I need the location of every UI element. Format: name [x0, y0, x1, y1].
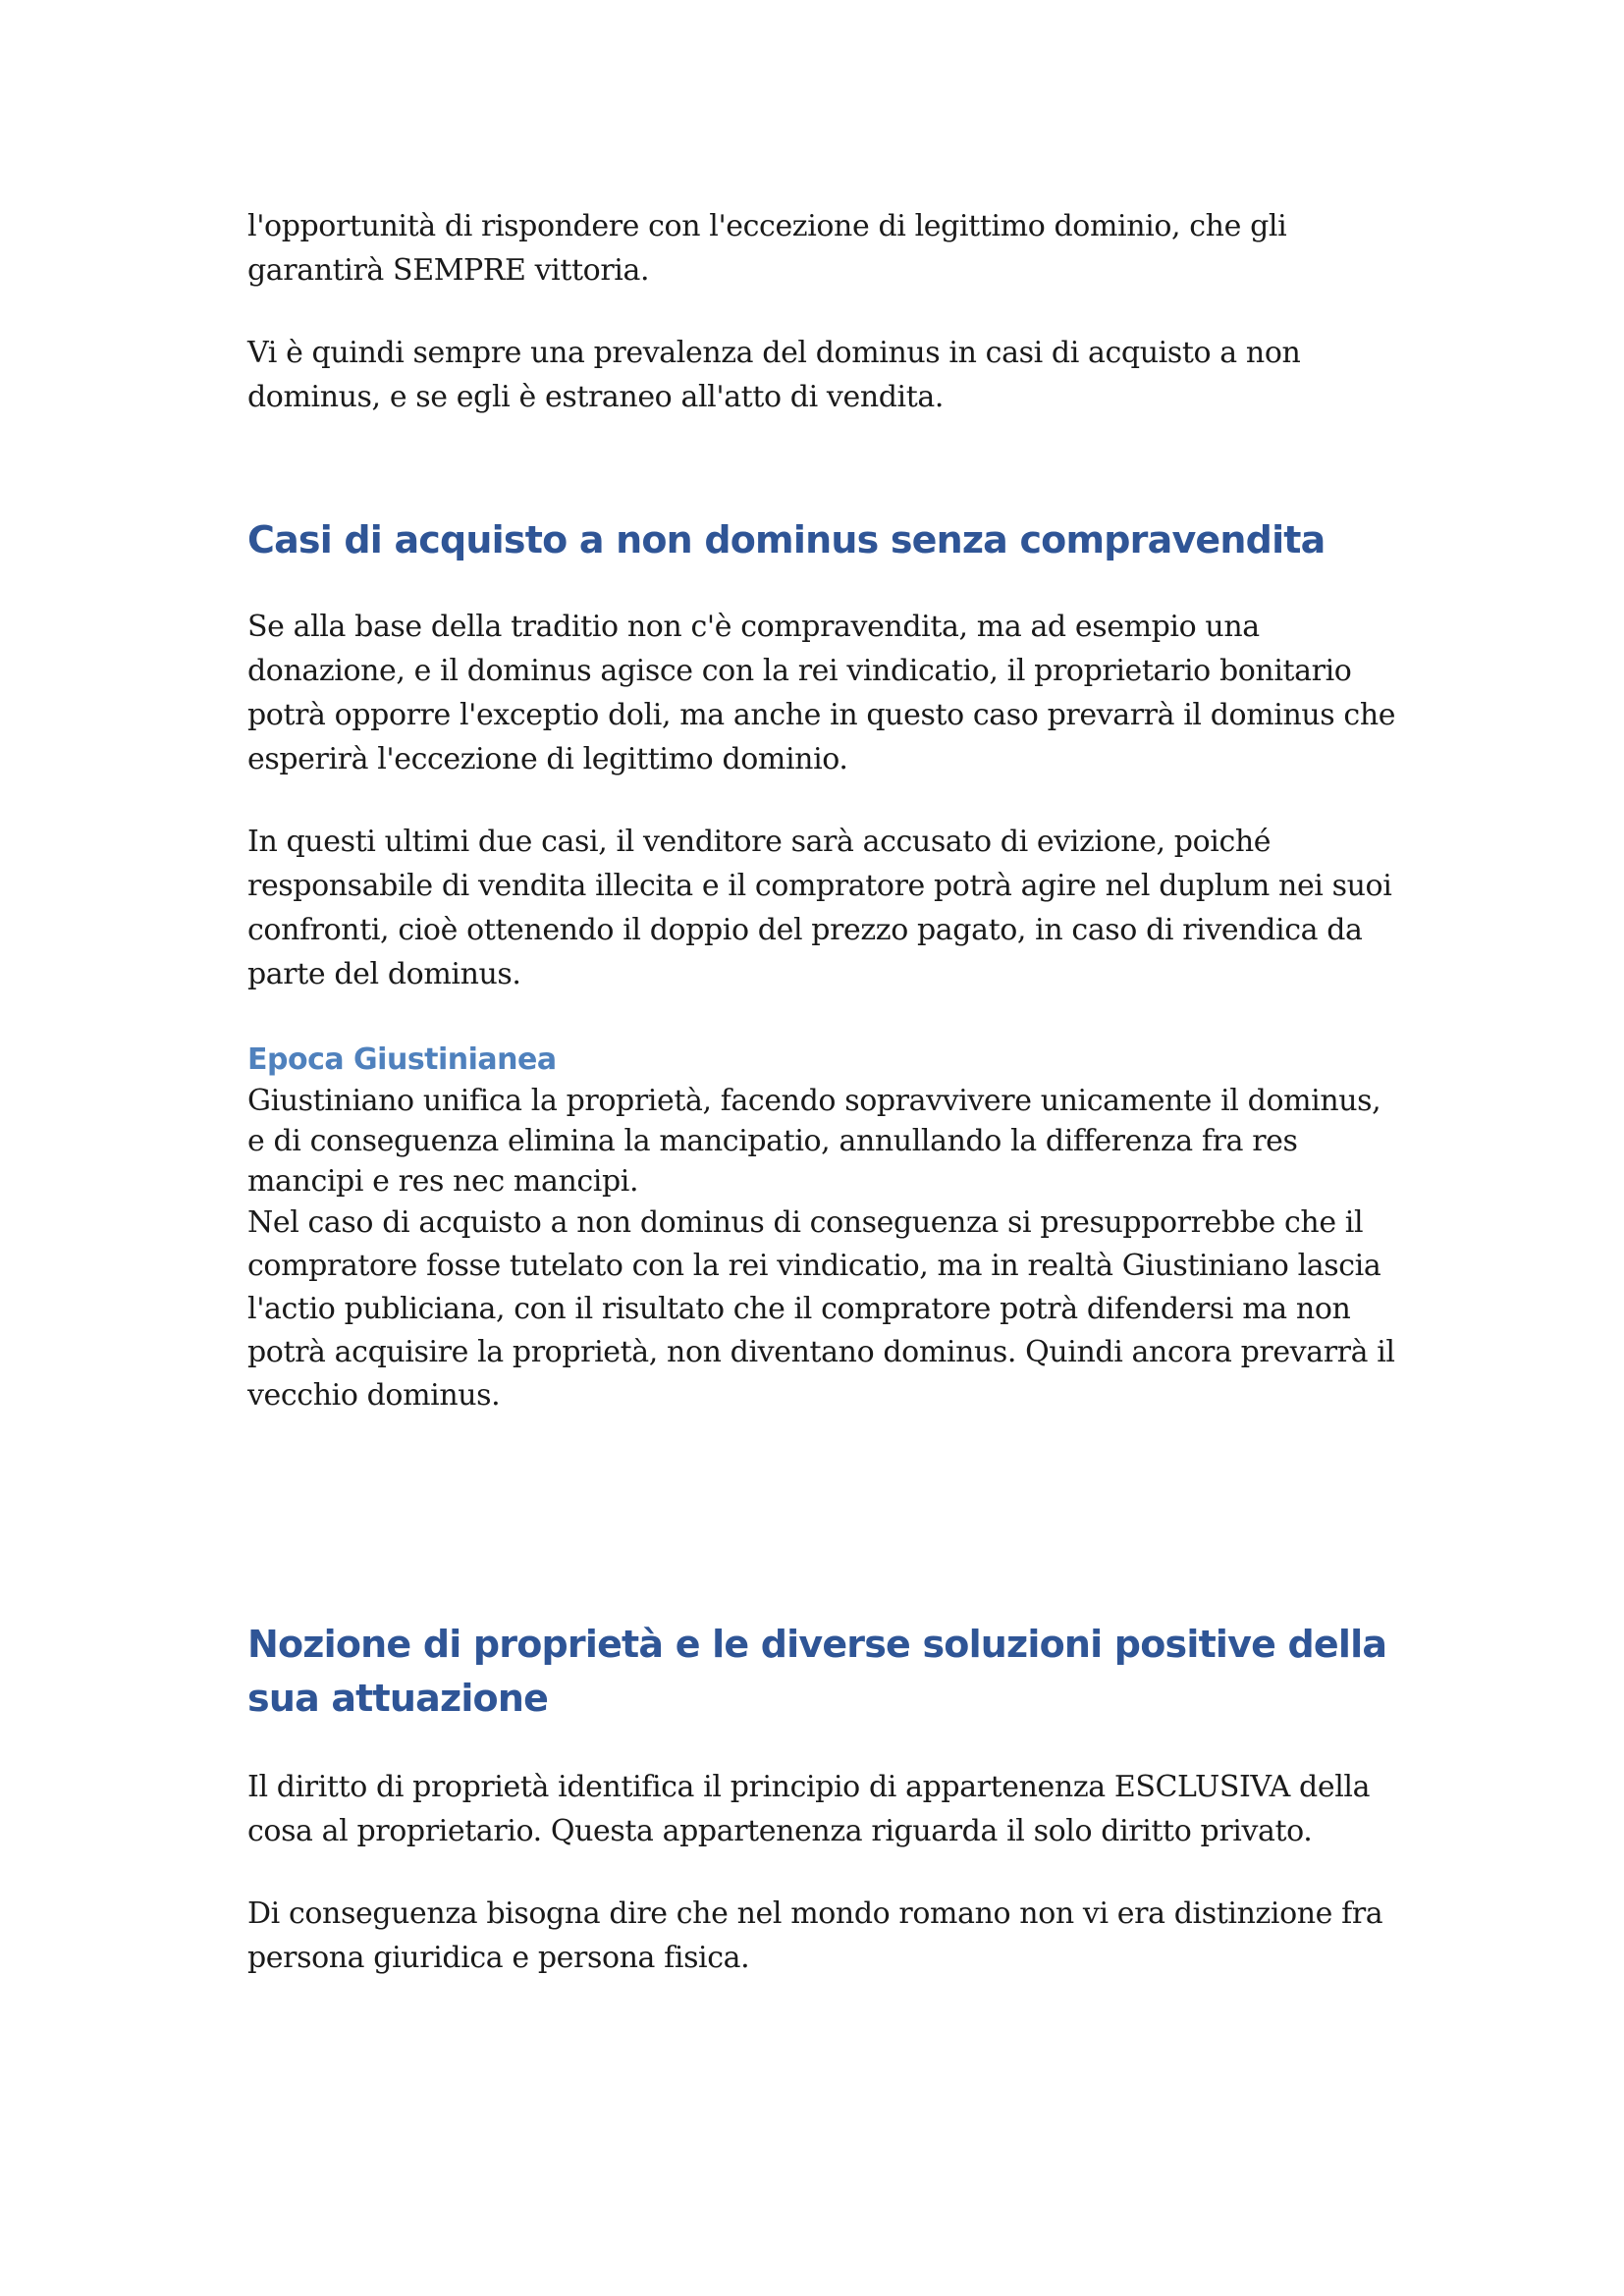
intro-paragraph-2: Vi è quindi sempre una prevalenza del dominus in casi di acquisto a non dominus, e se egli è estraneo all'atto di vendita.: [247, 336, 1301, 414]
section-1-paragraph-1: Se alla base della traditio non c'è compravendita, ma ad esempio una donazione, e il dominus agisce con la rei vindicatio, il proprietario bonitario potrà opporre l'exceptio doli, ma anche in questo caso prevarrà il dominus che esperirà l'eccezione di legittimo dominio.: [247, 610, 1396, 776]
subsection-paragraph-1: Giustiniano unifica la proprietà, facendo sopravvivere unicamente il dominus, e di conseguenza elimina la mancipatio, annullando la differenza fra res mancipi e res nec mancipi.: [247, 1084, 1381, 1199]
section-2-paragraph-1: Il diritto di proprietà identifica il principio di appartenenza ESCLUSIVA della cosa al proprietario. Questa appartenenza riguarda il solo diritto privato.: [247, 1770, 1371, 1848]
intro-paragraph-1: l'opportunità di rispondere con l'eccezione di legittimo dominio, che gli garantirà SEMPRE vittoria.: [247, 209, 1287, 288]
subsection-paragraph-2: Nel caso di acquisto a non dominus di conseguenza si presupporrebbe che il compratore fosse tutelato con la rei vindicatio, ma in realtà Giustiniano lascia l'actio publiciana, con il risultato che il compratore potrà difendersi ma non potrà acquisire la proprietà, non diventano dominus. Quindi ancora prevarrà il vecchio dominus.: [247, 1205, 1395, 1413]
document-body: [247, 204, 1396, 1980]
section-heading-casi-di-acquisto: Casi di acquisto a non dominus senza compravendita: [247, 518, 1326, 561]
subsection-heading-epoca-giustinianea: Epoca Giustinianea: [247, 1042, 557, 1077]
section-1-paragraph-2: In questi ultimi due casi, il venditore sarà accusato di evizione, poiché responsabile di vendita illecita e il compratore potrà agire nel duplum nei suoi confronti, cioè ottenendo il doppio del prezzo pagato, in caso di rivendica da parte del dominus.: [247, 825, 1392, 991]
section-2-paragraph-2: Di conseguenza bisogna dire che nel mondo romano non vi era distinzione fra persona giuridica e persona fisica.: [247, 1896, 1383, 1975]
section-heading-nozione-di-proprieta: Nozione di proprietà e le diverse soluzioni positive della sua attuazione: [247, 1623, 1387, 1720]
